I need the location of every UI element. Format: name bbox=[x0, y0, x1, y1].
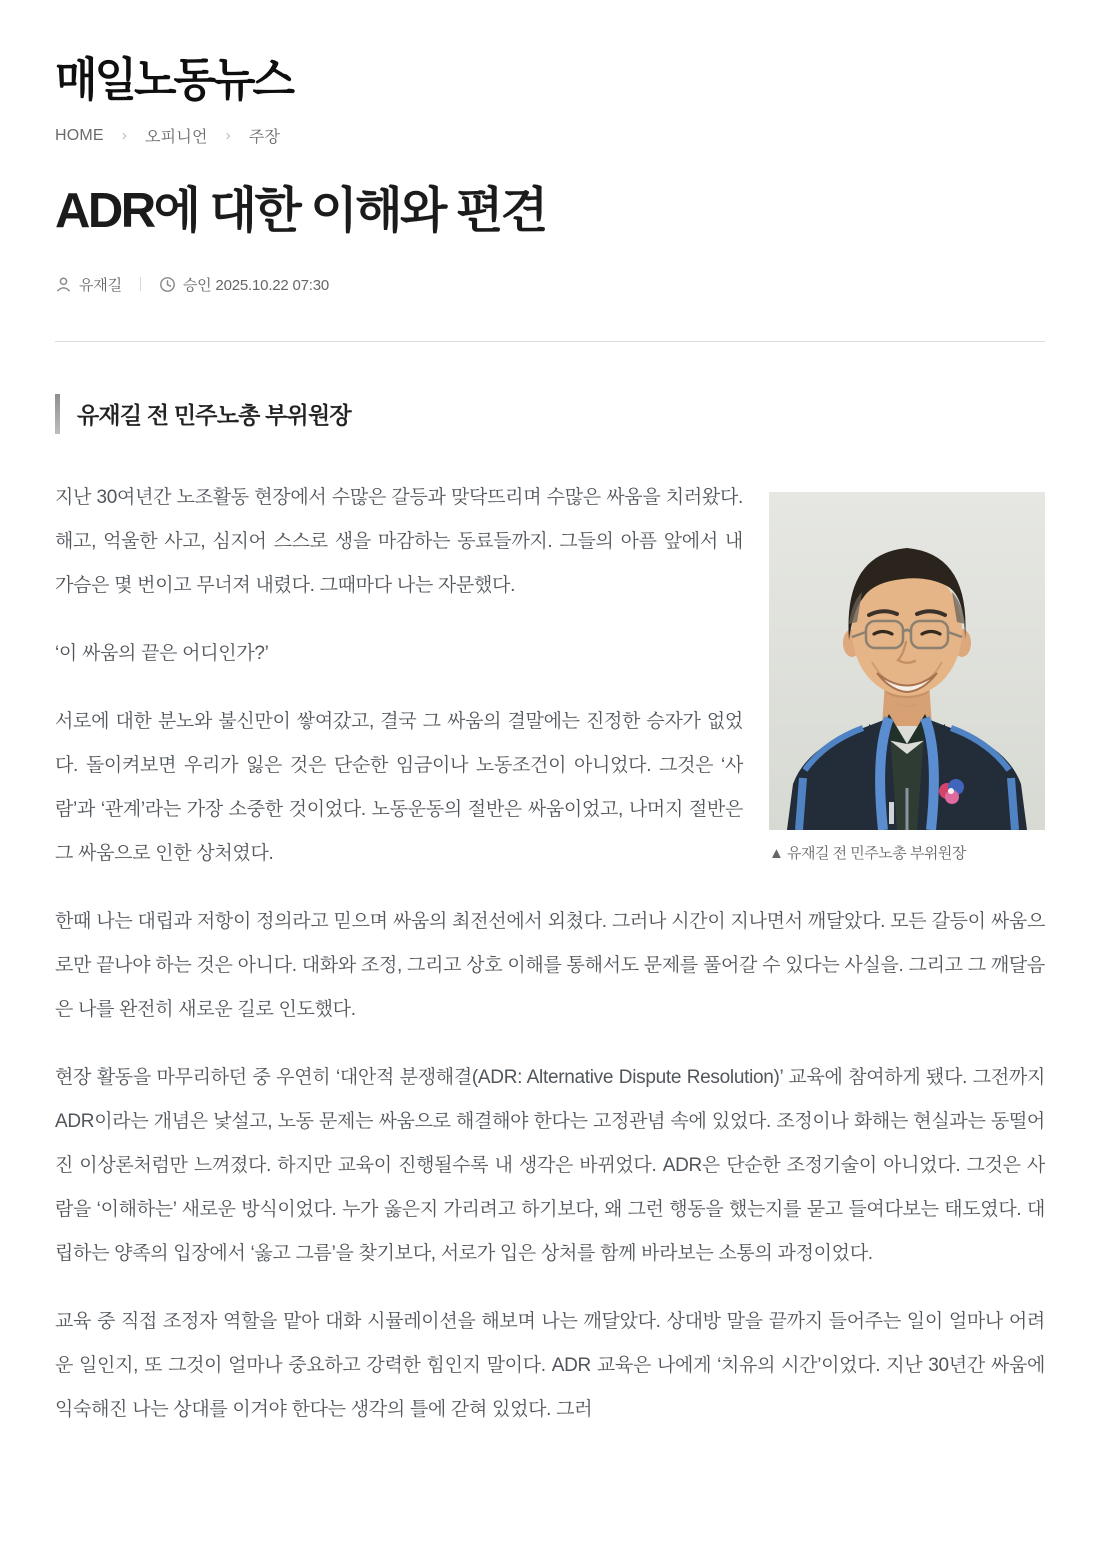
subheading-row bbox=[55, 394, 1045, 434]
chevron-right-icon: › bbox=[225, 127, 231, 145]
breadcrumb-item-home[interactable]: HOME bbox=[55, 126, 104, 144]
article-body bbox=[55, 476, 1045, 1432]
publish-date: 승인 2025.10.22 07:30 bbox=[182, 276, 330, 294]
masthead-logo[interactable]: 매일노동뉴스 bbox=[55, 54, 293, 106]
content-divider bbox=[55, 341, 1045, 342]
breadcrumb-item-column[interactable]: 주장 bbox=[248, 129, 281, 147]
article-paragraph: 한때 나는 대립과 저항이 정의라고 믿으며 싸움의 최전선에서 외쳤다. 그러나 시간이 지나면서 깨달았다. 모든 갈등이 싸움으로만 끝나야 하는 것은 아니다. 대화와 조정, 그리고 상호 이해를 통해서도 문제를 풀어갈 수 있다는 사실을. 그리고 그 깨달음은 나를 완전히 새로운 길로 인도했다. bbox=[55, 910, 1045, 1020]
byline bbox=[55, 274, 1045, 295]
byline-divider bbox=[140, 277, 141, 291]
article-paragraph: 서로에 대한 분노와 불신만이 쌓여갔고, 결국 그 싸움의 결말에는 진정한 승자가 없었다. 돌이켜보면 우리가 잃은 것은 단순한 임금이나 노동조건이 아니었다. 그것은 ‘사람’과 ‘관계’라는 가장 소중한 것이었다. 노동운동의 절반은 싸움이었고, 나머지 절반은 그 싸움으로 인한 상처였다. bbox=[55, 710, 743, 864]
article-photo bbox=[769, 492, 1045, 830]
chevron-right-icon: › bbox=[121, 127, 128, 145]
article-paragraph: 지난 30여년간 노조활동 현장에서 수많은 갈등과 맞닥뜨리며 수많은 싸움을 치러왔다. 해고, 억울한 사고, 심지어 스스로 생을 마감하는 동료들까지. 그들의 아픔 앞에서 내 가슴은 몇 번이고 무너져 내렸다. 그때마다 나는 자문했다. bbox=[55, 486, 743, 596]
article-paragraph: 교육 중 직접 조정자 역할을 맡아 대화 시뮬레이션을 해보며 나는 깨달았다. 상대방 말을 끝까지 들어주는 일이 얼마나 어려운 일인지, 또 그것이 얼마나 중요하고 강력한 힘인지 말이다. ADR 교육은 나에게 ‘치유의 시간’이었다. 지난 30년간 싸움에 익숙해진 나는 상대를 이겨야 한다는 생각의 틀에 갇혀 있었다. 그러 bbox=[55, 1310, 1045, 1420]
article-photo-figure bbox=[769, 492, 1045, 864]
article-subheading: 유재길 전 민주노총 부위원장 bbox=[77, 402, 351, 429]
photo-caption: ▲ 유재길 전 민주노총 부위원장 bbox=[769, 844, 966, 862]
article-title: ADR에 대한 이해와 편견 bbox=[55, 184, 546, 239]
breadcrumb bbox=[55, 124, 1045, 147]
author-name[interactable]: 유재길 bbox=[79, 276, 122, 294]
article-paragraph: ‘이 싸움의 끝은 어디인가?’ bbox=[55, 642, 269, 664]
person-icon bbox=[55, 276, 72, 293]
article-paragraph: 현장 활동을 마무리하던 중 우연히 ‘대안적 분쟁해결(ADR: Alternative Dispute Resolution)’ 교육에 참여하게 됐다. 그전까지 ADR이라는 개념은 낯설고, 노동 문제는 싸움으로 해결해야 한다는 고정관념 속에 있었다. 조정이나 화해는 현실과는 동떨어진 이상론처럼만 느껴졌다. 하지만 교육이 진행될수록 내 생각은 바뀌었다. ADR은 단순한 조정기술이 아니었다. 그것은 사람을 ‘이해하는’ 새로운 방식이었다. 누가 옳은지 가리려고 하기보다, 왜 그런 행동을 했는지를 묻고 들여다보는 태도였다. 대립하는 양족의 입장에서 ‘옳고 그름’을 찾기보다, 서로가 입은 상처를 함께 바라보는 소통의 과정이었다. bbox=[55, 1066, 1045, 1264]
clock-icon bbox=[159, 276, 176, 293]
breadcrumb-item-opinion[interactable]: 오피니언 bbox=[145, 129, 208, 147]
subheading-accent-bar bbox=[55, 394, 60, 434]
